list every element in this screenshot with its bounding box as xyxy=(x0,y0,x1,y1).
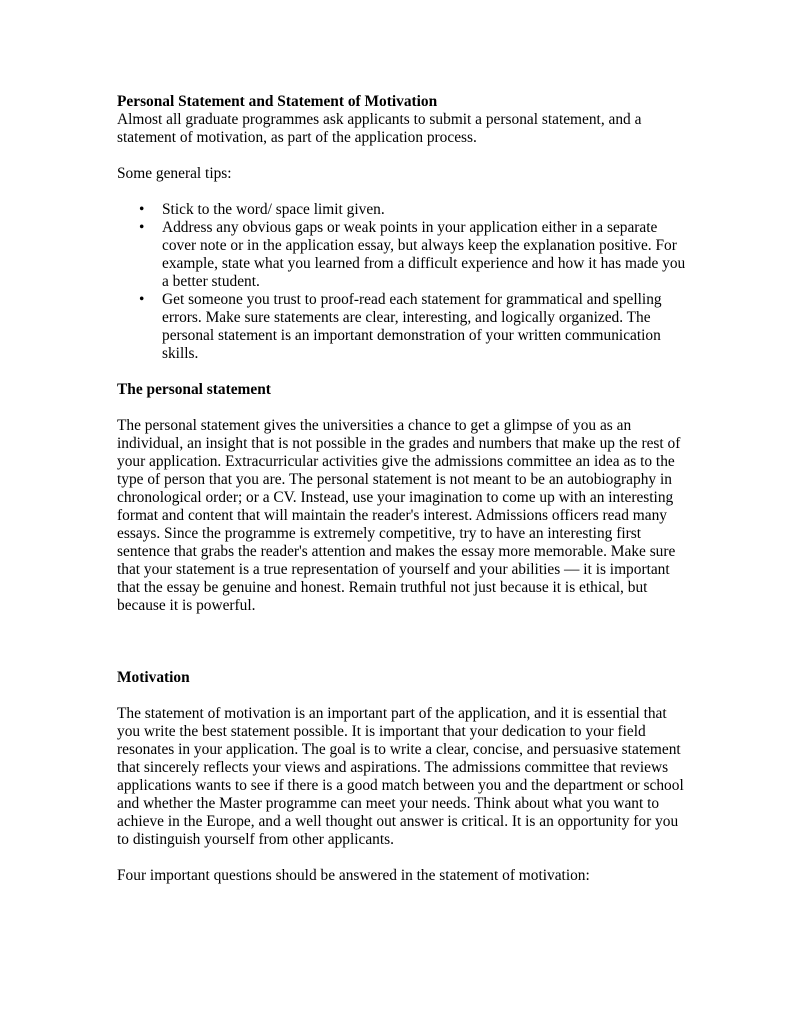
intro-text: Almost all graduate programmes ask applicants to submit a personal statement, and a statement of motivation, as part of the application process. xyxy=(117,111,642,146)
list-item xyxy=(117,291,687,363)
motivation-heading: Motivation xyxy=(117,669,190,686)
tips-list xyxy=(117,201,687,363)
motivation-paragraph: The statement of motivation is an important part of the application, and it is essential that you write the best statement possible. It is important that your dedication to your field resonates in your application. The goal is to write a clear, concise, and persuasive statement that sincerely reflects your views and aspirations. The admissions committee that reviews applications wants to see if there is a good match between you and the department or school and whether the Master programme can meet your needs. Think about what you want to achieve in the Europe, and a well thought out answer is critical. It is an opportunity for you to distinguish yourself from other applicants. xyxy=(117,705,684,848)
personal-statement-heading: The personal statement xyxy=(117,381,271,398)
bullet-icon: • xyxy=(139,201,145,218)
list-item xyxy=(117,219,687,291)
document-title: Personal Statement and Statement of Motivation xyxy=(117,93,438,110)
tip-text: Address any obvious gaps or weak points in your application either in a separate cover note or in the application essay, but always keep the explanation positive. For example, state what you learned from a difficult experience and how it has made you a better student. xyxy=(162,219,686,290)
bullet-icon: • xyxy=(139,291,145,308)
tips-heading: Some general tips: xyxy=(117,165,232,182)
questions-intro: Four important questions should be answered in the statement of motivation: xyxy=(117,867,590,884)
tip-text: Stick to the word/ space limit given. xyxy=(162,201,385,218)
personal-statement-paragraph: The personal statement gives the universities a chance to get a glimpse of you as an individual, an insight that is not possible in the grades and numbers that make up the rest of your application. Extracurricular activities give the admissions committee an idea as to the type of person that you are. The personal statement is not meant to be an autobiography in chronological order; or a CV. Instead, use your imagination to come up with an interesting format and content that will maintain the reader's interest. Admissions officers read many essays. Since the programme is extremely competitive, try to have an interesting first sentence that grabs the reader's attention and makes the essay more memorable. Make sure that your statement is a true representation of yourself and your abilities — it is important that the essay be genuine and honest. Remain truthful not just because it is ethical, but because it is powerful. xyxy=(117,417,681,614)
bullet-icon: • xyxy=(139,219,145,236)
document-page xyxy=(117,93,687,885)
tip-text: Get someone you trust to proof-read each statement for grammatical and spelling errors. Make sure statements are clear, interesting, and logically organized. The personal statement is an important demonstration of your written communication skills. xyxy=(162,291,662,362)
intro-paragraph xyxy=(117,93,687,147)
list-item xyxy=(117,201,687,219)
